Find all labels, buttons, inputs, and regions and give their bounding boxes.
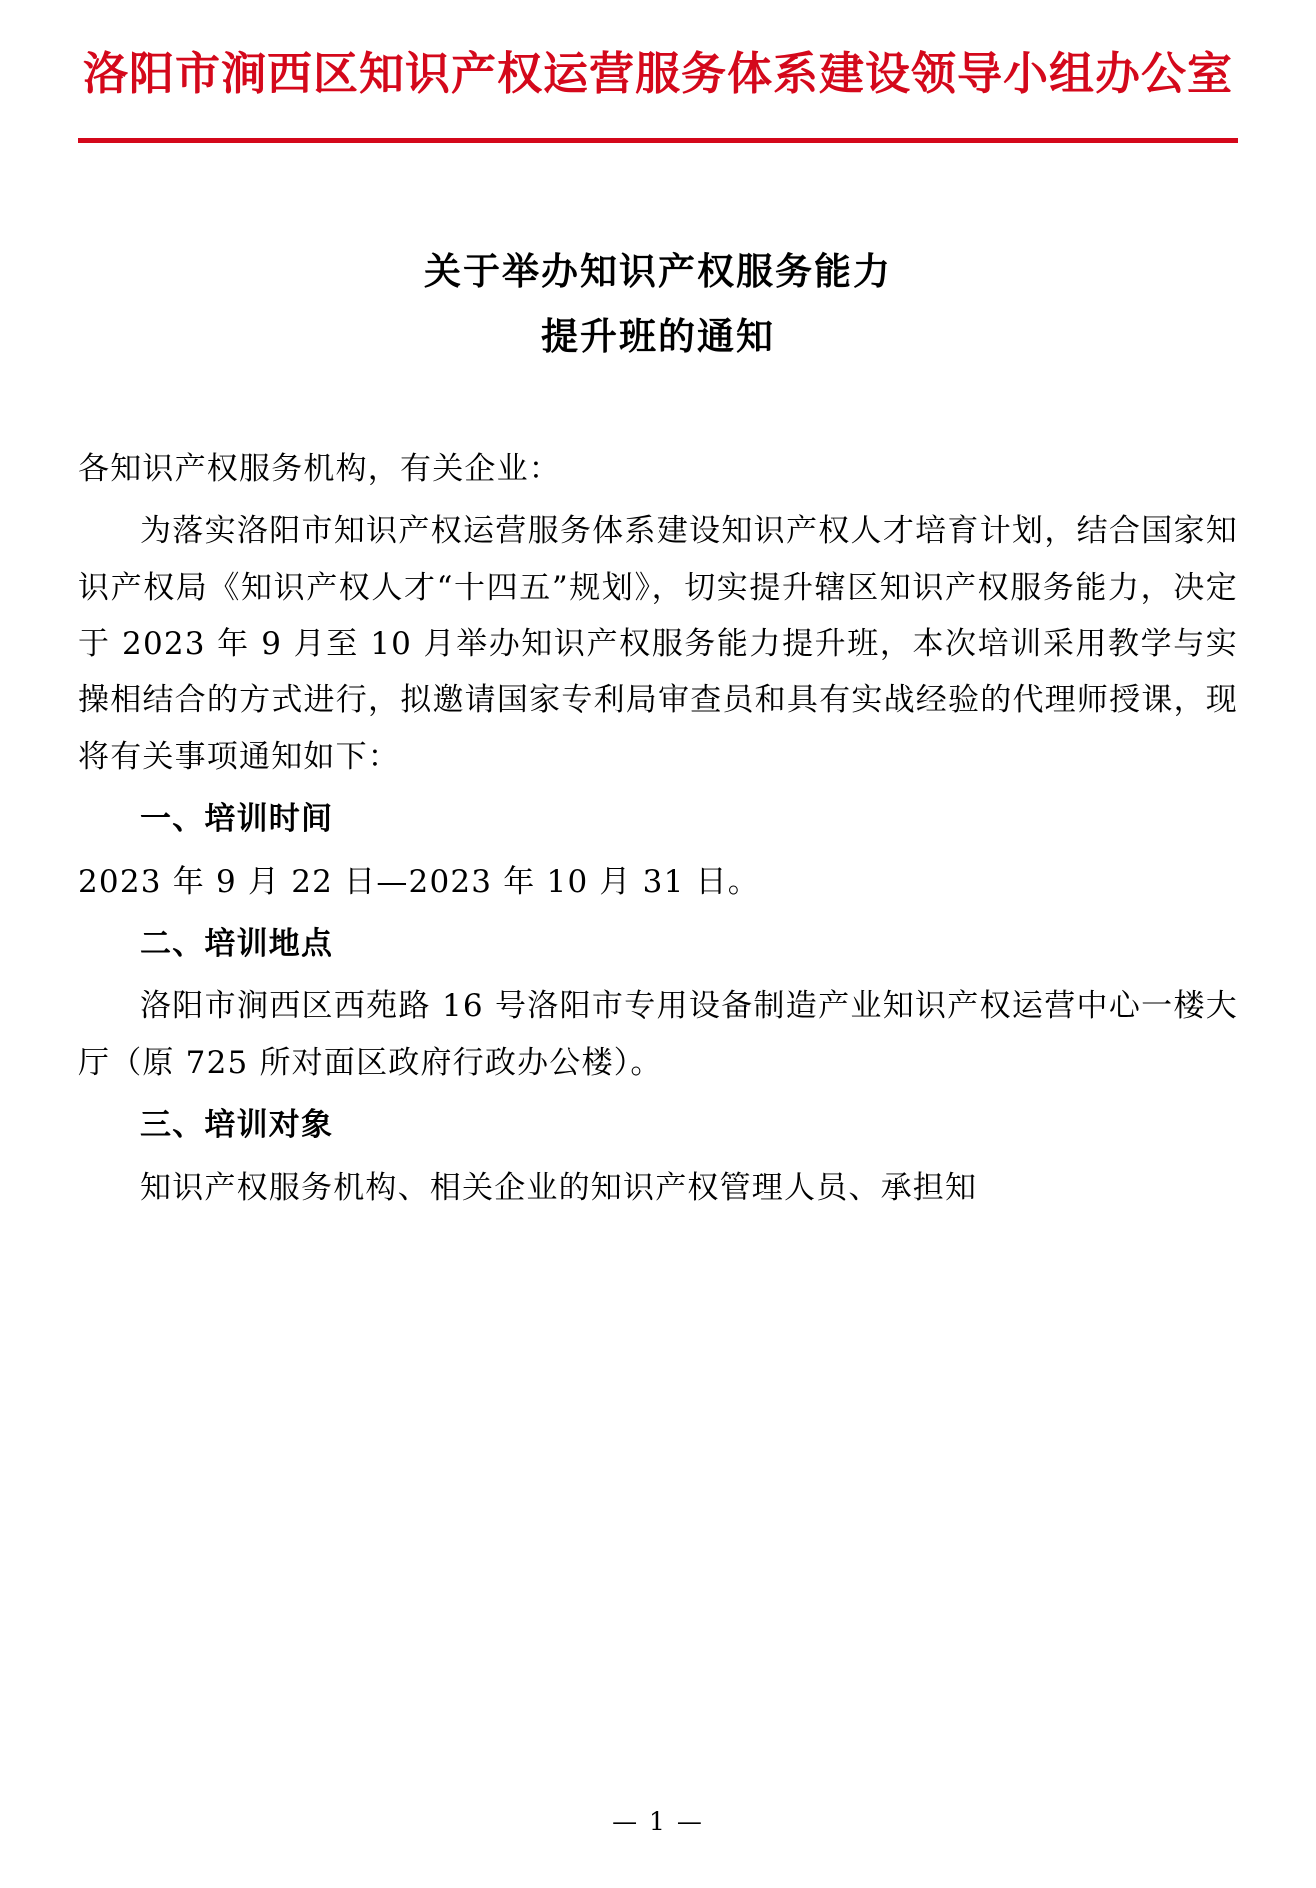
document-title (78, 239, 1238, 369)
document-body (78, 441, 1238, 1216)
document-title-line-1: 关于举办知识产权服务能力 (424, 249, 892, 294)
document-title-line-2: 提升班的通知 (541, 314, 775, 358)
section-heading-3: 三、培训对象 (140, 1107, 334, 1144)
section-heading-1: 一、培训时间 (140, 801, 334, 838)
salutation: 各知识产权服务机构，有关企业： (78, 450, 561, 487)
letterhead-divider (78, 138, 1238, 143)
body-paragraph-1: 为落实洛阳市知识产权运营服务体系建设知识产权人才培育计划，结合国家知识产权局《知识产权人才“十四五”规划》，切实提升辖区知识产权服务能力，决定于 2023 年 9 月至 10 月举办知识产权服务能力提升班，本次培训采用教学与实操相结合的方式进行，拟邀请国家专利局审查员和具有实战经验的代理师授课，现将有关事项通知如下： (78, 513, 1238, 775)
page-footer (0, 1807, 1316, 1836)
page-number: — 1 — (612, 1807, 704, 1836)
section-content-2: 洛阳市涧西区西苑路 16 号洛阳市专用设备制造产业知识产权运营中心一楼大厅（原 725 所对面区政府行政办公楼）。 (78, 988, 1238, 1081)
letterhead (78, 0, 1238, 143)
letterhead-organization: 洛阳市涧西区知识产权运营服务体系建设领导小组办公室 (82, 47, 1233, 100)
section-heading-2: 二、培训地点 (140, 926, 334, 962)
section-content-3: 知识产权服务机构、相关企业的知识产权管理人员、承担知 (140, 1169, 978, 1206)
section-content-1: 2023 年 9 月 22 日—2023 年 10 月 31 日。 (78, 863, 760, 900)
